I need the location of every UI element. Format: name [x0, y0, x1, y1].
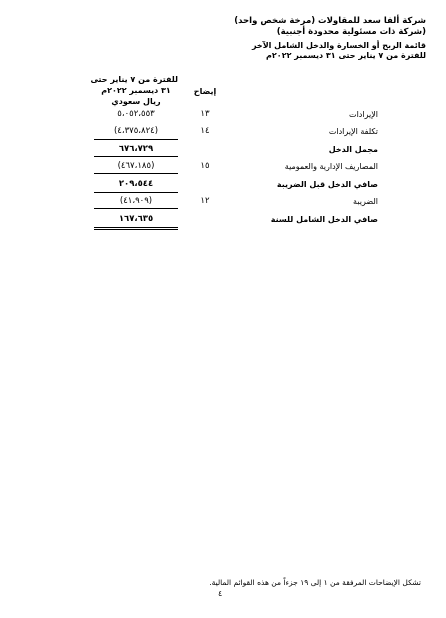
row-label-tax: الضريبة [353, 197, 378, 206]
row-label-general-admin-expenses: المصاريف الإدارية والعمومية [284, 162, 378, 171]
row-note-cost-of-revenue: ١٤ [200, 126, 210, 136]
row-label-income-before-tax: صافي الدخل قبل الضريبة [276, 180, 378, 189]
row-label-total-comprehensive-income: صافي الدخل الشامل للسنة [270, 215, 378, 224]
row-amount-total-comprehensive-income: ١٦٧،٦٣٥ [118, 214, 154, 224]
period-heading-line2: ٣١ ديسمبر ٢٠٢٢م [101, 86, 171, 95]
row-amount-cost-of-revenue: (٤،٣٧٥،٨٢٤) [113, 126, 159, 136]
row-note-revenue: ١٣ [200, 109, 210, 119]
double-underline-bottom [94, 229, 178, 230]
currency-heading: ريال سعودي [111, 97, 161, 106]
row-label-gross-profit: مجمل الدخل [328, 145, 378, 154]
row-note-general-admin-expenses: ١٥ [200, 161, 210, 171]
row-note-tax: ١٢ [200, 196, 210, 206]
statement-title: قائمة الربح أو الخسارة والدخل الشامل الآخر [251, 41, 426, 50]
statement-period: للفترة من ٧ يناير حتى ٣١ ديسمبر ٢٠٢٢م [266, 51, 426, 60]
row-amount-gross-profit: ٦٧٦،٧٢٩ [118, 144, 154, 154]
row-label-revenue: الإيرادات [349, 110, 378, 119]
row-label-cost-of-revenue: تكلفة الإيرادات [328, 127, 378, 136]
company-type: (شركة ذات مسئولية محدودة أجنبية) [276, 27, 426, 37]
footer-note: تشكل الإيضاحات المرفقة من ١ إلى ١٩ جزءاً من هذه القوائم المالية. [209, 578, 421, 587]
company-name: شركة ألفا سعد للمقاولات (مرخة شخص واحد) [234, 16, 426, 26]
subtotal-rule [94, 208, 178, 209]
period-heading-line1: للفترة من ٧ يناير حتى [90, 75, 178, 84]
row-amount-income-before-tax: ٢٠٩،٥٤٤ [118, 179, 154, 189]
subtotal-rule [94, 192, 178, 193]
subtotal-rule [94, 173, 178, 174]
page-number: ٤ [218, 589, 223, 598]
subtotal-rule [94, 156, 178, 157]
subtotal-rule [94, 139, 178, 140]
amount-column-heading [90, 74, 178, 107]
note-column-heading: إيضاح [193, 87, 217, 96]
row-amount-general-admin-expenses: (٤٦٧،١٨٥) [117, 161, 155, 171]
row-amount-tax: (٤١،٩٠٩) [119, 196, 153, 206]
double-underline-top [94, 227, 178, 228]
row-amount-revenue: ٥،٠٥٢،٥٥٣ [117, 109, 155, 119]
